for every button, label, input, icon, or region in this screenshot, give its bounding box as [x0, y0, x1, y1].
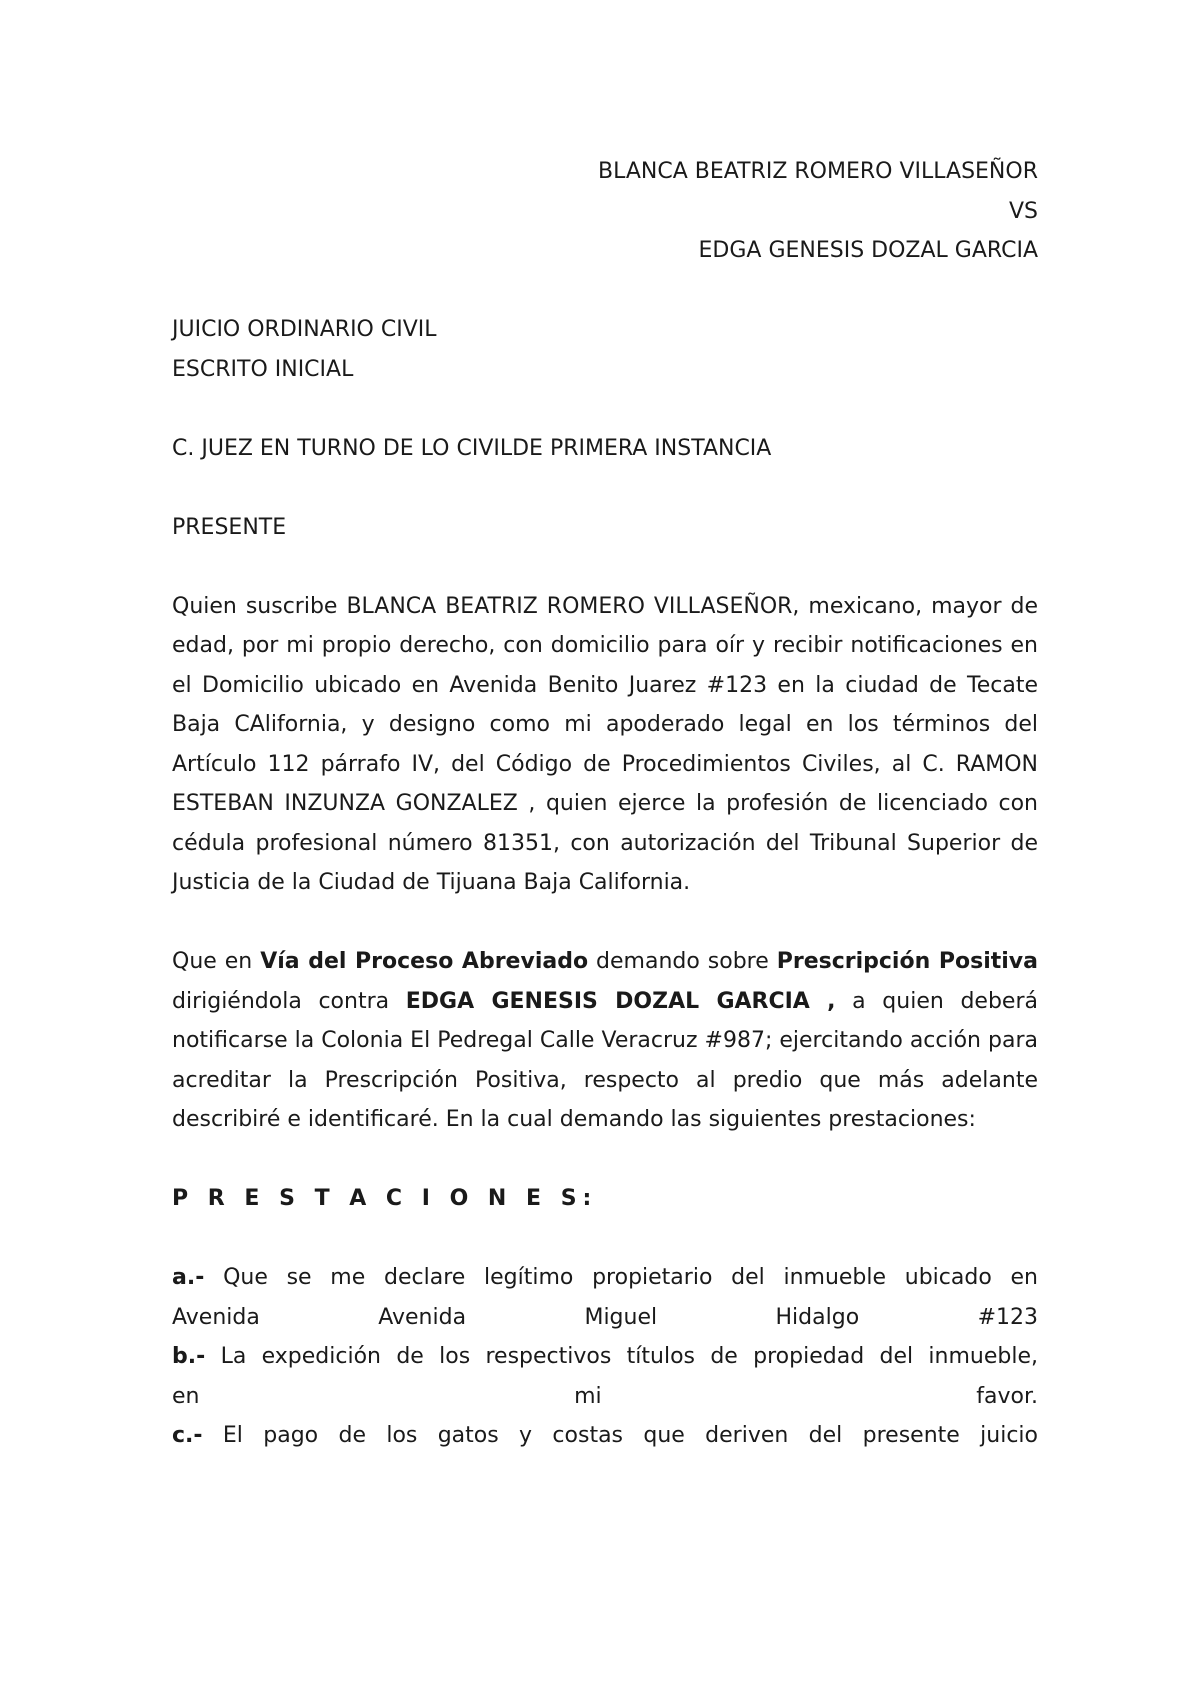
prestaciones-list: [172, 1258, 1038, 1456]
list-item: [172, 1416, 1038, 1456]
plaintiff-name: BLANCA BEATRIZ ROMERO VILLASEÑOR: [598, 159, 1038, 184]
list-item-continuation: Avenida Avenida Miguel Hidalgo #123: [172, 1304, 1038, 1330]
list-item-continuation: en mi favor.: [172, 1383, 1038, 1409]
claim-text-4: a quien deberá notificarse la Colonia El Pedregal Calle Veracruz #987; ejercitando acción para acreditar la Prescripción Positiva, respecto al predio que más adelante describiré e identificaré. En la cual demando las siguientes prestaciones:: [172, 988, 1038, 1132]
item-text: La expedición de los respectivos títulos de propiedad del inmueble,: [205, 1344, 1038, 1369]
addressee: C. JUEZ EN TURNO DE LO CIVILDE PRIMERA INSTANCIA: [172, 435, 772, 461]
claim-text-2: demando sobre: [588, 949, 777, 974]
list-item: [172, 1337, 1038, 1377]
item-label: b.-: [172, 1344, 206, 1369]
item-text: El pago de los gatos y costas que deriven del presente juicio: [202, 1423, 1038, 1448]
claim-action: Prescripción Positiva: [776, 949, 1038, 974]
parties-header: [172, 152, 1038, 271]
claim-paragraph: [172, 942, 1038, 1140]
document-type: ESCRITO INICIAL: [172, 356, 354, 382]
item-label: a.-: [172, 1265, 205, 1290]
list-item: [172, 1258, 1038, 1298]
case-type: JUICIO ORDINARIO CIVIL: [172, 317, 437, 342]
case-info: [172, 310, 1038, 389]
defendant-name: EDGA GENESIS DOZAL GARCIA: [698, 238, 1038, 263]
claim-text-1: Que en: [172, 949, 261, 974]
prestaciones-heading: P R E S T A C I O N E S:: [172, 1186, 598, 1211]
introduction-paragraph: Quien suscribe BLANCA BEATRIZ ROMERO VILLASEÑOR, mexicano, mayor de edad, por mi propio derecho, con domicilio para oír y recibir notificaciones en el Domicilio ubicado en Avenida Benito Juarez #123 en la ciudad de Tecate Baja CAlifornia, y designo como mi apoderado legal en los términos del Artículo 112 párrafo IV, del Código de Procedimientos Civiles, al C. RAMON ESTEBAN INZUNZA GONZALEZ , quien ejerce la profesión de licenciado con cédula profesional número 81351, con autorización del Tribunal Superior de Justicia de la Ciudad de Tijuana Baja California.: [172, 593, 1038, 895]
presente-label: PRESENTE: [172, 514, 287, 540]
claim-text-3: dirigiéndola contra: [172, 988, 406, 1014]
item-label: c.-: [172, 1423, 203, 1448]
claim-defendant: EDGA GENESIS DOZAL GARCIA ,: [405, 988, 836, 1014]
item-text: Que se me declare legítimo propietario del inmueble ubicado en: [204, 1265, 1038, 1290]
versus-label: VS: [1008, 198, 1038, 224]
claim-procedure: Vía del Proceso Abreviado: [260, 949, 589, 974]
